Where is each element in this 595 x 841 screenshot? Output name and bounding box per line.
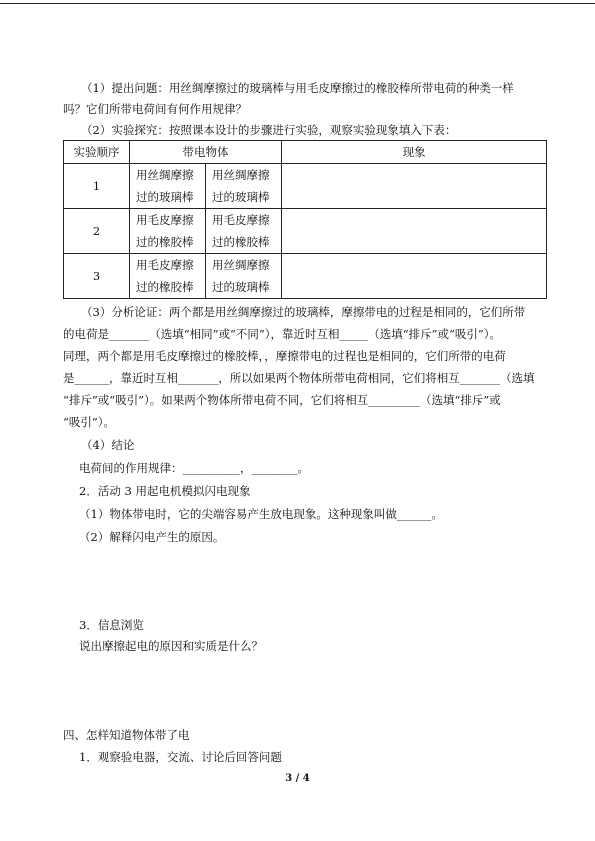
row-order: 3 <box>64 254 130 299</box>
section-4-item-1: 1．观察验电器，交流、讨论后回答问题 <box>79 750 282 764</box>
header-phenomenon: 现象 <box>282 141 547 164</box>
analysis-line-6: “吸引”）。 <box>63 415 116 429</box>
analysis-line-3: 同理，两个都是用毛皮摩擦过的橡胶棒，，摩擦带电的过程也是相同的，它们所带的电荷 <box>63 349 506 363</box>
activity-3-title: 2．活动 3 用起电机模拟闪电现象 <box>79 484 251 498</box>
table-header-row <box>64 141 547 164</box>
object-a: 用丝绸摩擦 过的玻璃棒 <box>129 164 205 209</box>
row-order: 1 <box>64 164 130 209</box>
page-number: 3 / 4 <box>285 773 310 784</box>
question-1-line-1: （1）提出问题：用丝绸摩擦过的玻璃棒与用毛皮摩擦过的橡胶棒所带电荷的种类一样 <box>81 81 514 95</box>
question-1-line-2: 吗？它们所带电荷间有何作用规律？ <box>63 102 247 116</box>
table-row <box>64 209 547 254</box>
conclusion-text: 电荷间的作用规律：__________，________。 <box>79 461 309 475</box>
table-row <box>64 164 547 209</box>
info-question: 说出摩擦起电的原因和实质是什么？ <box>79 639 263 653</box>
header-order: 实验顺序 <box>64 141 130 164</box>
question-2-line: （2）实验探究：按照课本设计的步骤进行实验，观察实验现象填入下表： <box>81 123 457 137</box>
object-b: 用丝绸摩擦 过的玻璃棒 <box>206 164 282 209</box>
experiment-table <box>63 140 547 299</box>
analysis-line-5: “排斥”或“吸引”）。如果两个物体所带电荷不同，它们将相互_________（选填“排斥”或 <box>63 393 501 407</box>
header-rule <box>0 3 595 4</box>
object-b: 用毛皮摩擦 过的橡胶棒 <box>206 209 282 254</box>
object-a: 用毛皮摩擦 过的橡胶棒 <box>129 209 205 254</box>
analysis-line-1: （3）分析论证：两个都是用丝绸摩擦过的玻璃棒，摩擦带电的过程是相同的，它们所带 <box>81 305 526 319</box>
conclusion-title: （4）结论 <box>81 438 135 452</box>
phenomenon-cell[interactable] <box>282 254 547 299</box>
info-title: 3．信息浏览 <box>79 618 144 632</box>
activity-3-question-2: （2）解释闪电产生的原因。 <box>79 530 225 544</box>
activity-3-question-1: （1）物体带电时，它的尖端容易产生放电现象。这种现象叫做______。 <box>79 507 443 521</box>
object-a: 用毛皮摩擦 过的橡胶棒 <box>129 254 205 299</box>
phenomenon-cell[interactable] <box>282 209 547 254</box>
header-charged-object: 带电物体 <box>129 141 281 164</box>
phenomenon-cell[interactable] <box>282 164 547 209</box>
object-b: 用丝绸摩擦 过的玻璃棒 <box>206 254 282 299</box>
table-row <box>64 254 547 299</box>
analysis-line-2: 的电荷是_______（选填“相同”或“不同”），靠近时互相_____（选填“排斥”或“吸引”）。 <box>63 327 502 341</box>
row-order: 2 <box>64 209 130 254</box>
section-4-title: 四、怎样知道物体带了电 <box>63 728 190 742</box>
analysis-line-4: 是______，靠近时互相_______，所以如果两个物体所带电荷相同，它们将相互_______（选填 <box>63 371 535 385</box>
